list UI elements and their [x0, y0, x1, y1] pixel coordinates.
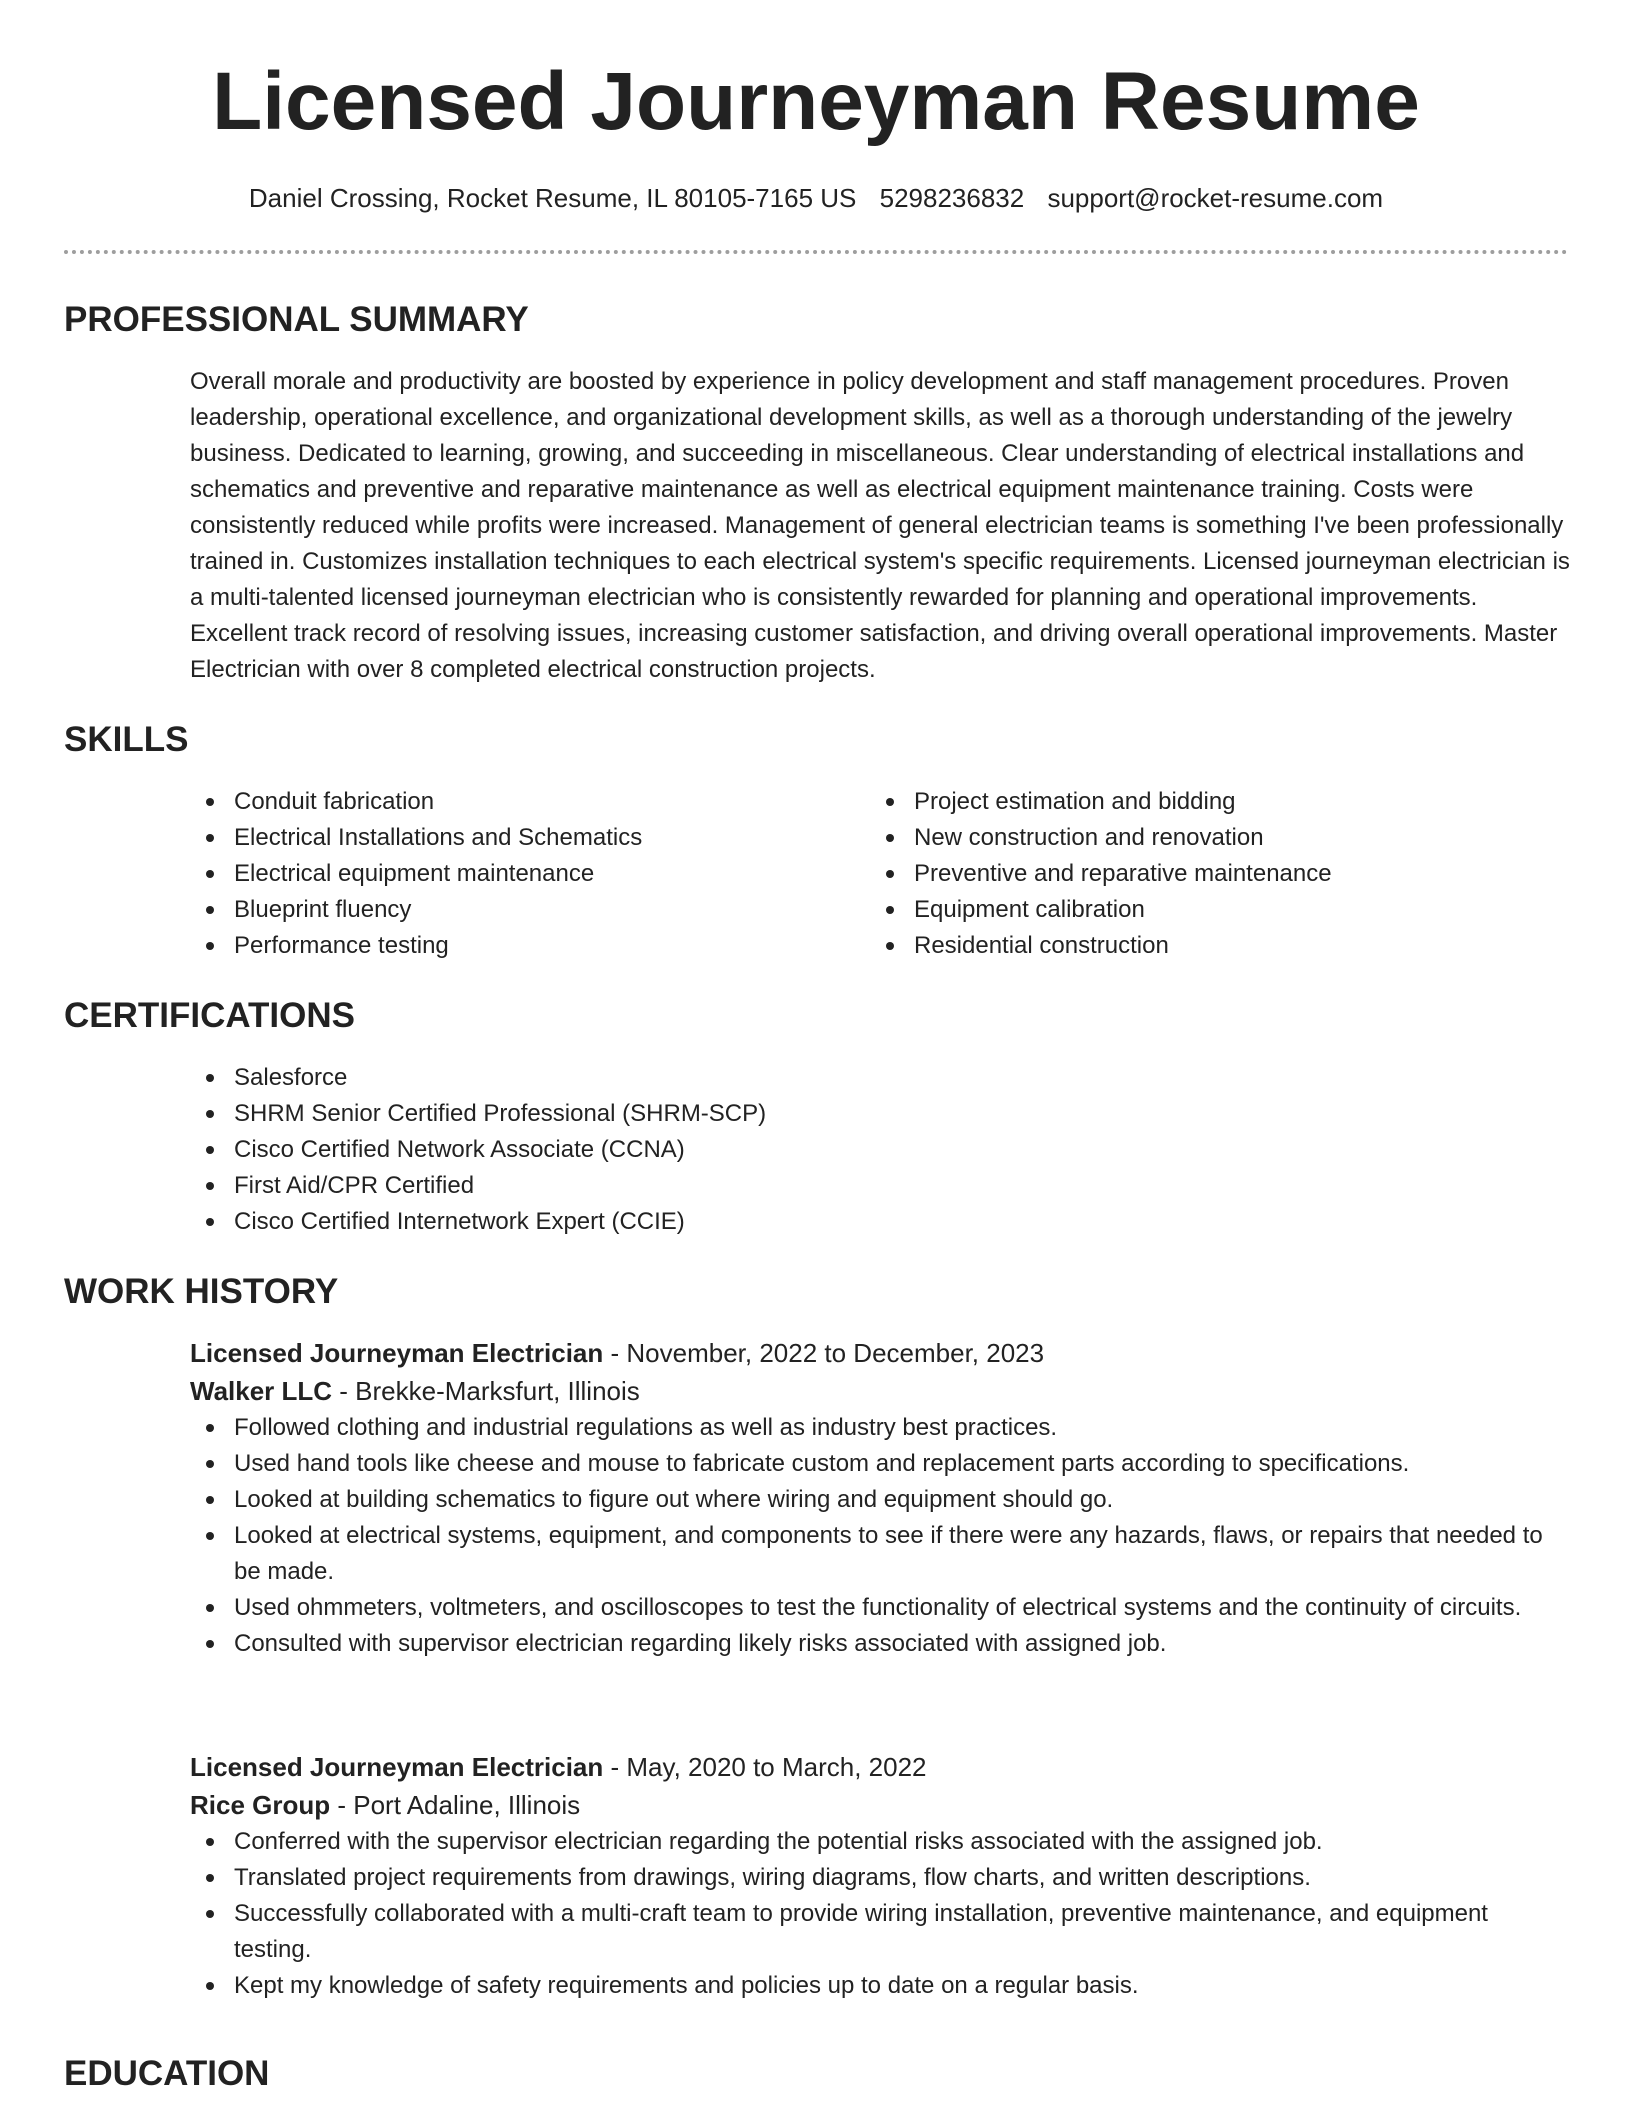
contact-info: [0, 178, 1632, 218]
list-item: Electrical Installations and Schematics: [190, 820, 830, 856]
job-company: Rice Group: [190, 1790, 331, 1820]
section-heading-skills: SKILLS: [64, 720, 189, 759]
list-item: Translated project requirements from drawings, wiring diagrams, flow charts, and written descriptions.: [190, 1860, 1570, 1896]
list-item: Successfully collaborated with a multi-craft team to provide wiring installation, preventive maintenance, and equipment testing.: [190, 1896, 1570, 1968]
section-heading-education: EDUCATION: [64, 2054, 270, 2093]
job-dates: - May, 2020 to March, 2022: [603, 1752, 927, 1782]
job-company: Walker LLC: [190, 1376, 333, 1406]
list-item: Conduit fabrication: [190, 784, 830, 820]
list-item: Blueprint fluency: [190, 892, 830, 928]
list-item: Looked at building schematics to figure out where wiring and equipment should go.: [190, 1482, 1570, 1518]
resume-title: Licensed Journeyman Resume: [212, 56, 1420, 147]
list-item: SHRM Senior Certified Professional (SHRM-SCP): [190, 1096, 1390, 1132]
list-item: Looked at electrical systems, equipment, and components to see if there were any hazards, flaws, or repairs that needed to be made.: [190, 1518, 1570, 1590]
section-heading-certifications: CERTIFICATIONS: [64, 996, 356, 1035]
summary-text: Overall morale and productivity are boosted by experience in policy development and staff management procedures. Proven leadership, operational excellence, and organizational development skills, as well as a thorough understanding of the jewelry business. Dedicated to learning, growing, and succeeding in miscellaneous. Clear understanding of electrical installations and schematics and preventive and reparative maintenance as well as electrical equipment maintenance training. Costs were consistently reduced while profits were increased. Management of general electrician teams is something I've been professionally trained in. Customizes installation techniques to each electrical system's specific requirements. Licensed journeyman electrician is a multi-talented licensed journeyman electrician who is consistently rewarded for planning and operational improvements. Excellent track record of resolving issues, increasing customer satisfaction, and driving overall operational improvements. Master Electrician with over 8 completed electrical construction projects.: [190, 368, 1570, 683]
list-item: Used hand tools like cheese and mouse to fabricate custom and replacement parts according to specifications.: [190, 1446, 1570, 1482]
job-title-line: [190, 1748, 1570, 1786]
list-item: Electrical equipment maintenance: [190, 856, 830, 892]
contact-phone: 5298236832: [879, 183, 1025, 213]
list-item: Performance testing: [190, 928, 830, 964]
job-company-line: [190, 1786, 1570, 1824]
list-item: New construction and renovation: [870, 820, 1510, 856]
job-dates: - November, 2022 to December, 2023: [603, 1338, 1045, 1368]
list-item: Salesforce: [190, 1060, 1390, 1096]
list-item: Equipment calibration: [870, 892, 1510, 928]
contact-email: support@rocket-resume.com: [1047, 183, 1384, 213]
job-location: - Port Adaline, Illinois: [330, 1790, 581, 1820]
list-item: Residential construction: [870, 928, 1510, 964]
job-entry: [190, 1334, 1570, 1662]
list-item: Project estimation and bidding: [870, 784, 1510, 820]
list-item: Followed clothing and industrial regulations as well as industry best practices.: [190, 1410, 1570, 1446]
section-heading-summary: PROFESSIONAL SUMMARY: [64, 300, 529, 339]
job-location: - Brekke-Marksfurt, Illinois: [332, 1376, 640, 1406]
skills-list-left: [190, 784, 830, 964]
job-title-line: [190, 1334, 1570, 1372]
list-item: Consulted with supervisor electrician regarding likely risks associated with assigned job.: [190, 1626, 1570, 1662]
job-company-line: [190, 1372, 1570, 1410]
job-duties-list: [190, 1410, 1570, 1662]
job-title: Licensed Journeyman Electrician: [190, 1752, 604, 1782]
job-duties-list: [190, 1824, 1570, 2004]
list-item: Preventive and reparative maintenance: [870, 856, 1510, 892]
list-item: Kept my knowledge of safety requirements and policies up to date on a regular basis.: [190, 1968, 1570, 2004]
list-item: Used ohmmeters, voltmeters, and oscilloscopes to test the functionality of electrical systems and the continuity of circuits.: [190, 1590, 1570, 1626]
contact-address: Daniel Crossing, Rocket Resume, IL 80105-7165 US: [248, 183, 857, 213]
list-item: First Aid/CPR Certified: [190, 1168, 1390, 1204]
certifications-list: [190, 1060, 1390, 1240]
list-item: Cisco Certified Internetwork Expert (CCIE): [190, 1204, 1390, 1240]
section-heading-work-history: WORK HISTORY: [64, 1272, 339, 1311]
list-item: Conferred with the supervisor electrician regarding the potential risks associated with the assigned job.: [190, 1824, 1570, 1860]
list-item: Cisco Certified Network Associate (CCNA): [190, 1132, 1390, 1168]
job-entry: [190, 1748, 1570, 2004]
skills-list-right: [870, 784, 1510, 964]
header-divider: [64, 250, 1568, 254]
job-title: Licensed Journeyman Electrician: [190, 1338, 604, 1368]
